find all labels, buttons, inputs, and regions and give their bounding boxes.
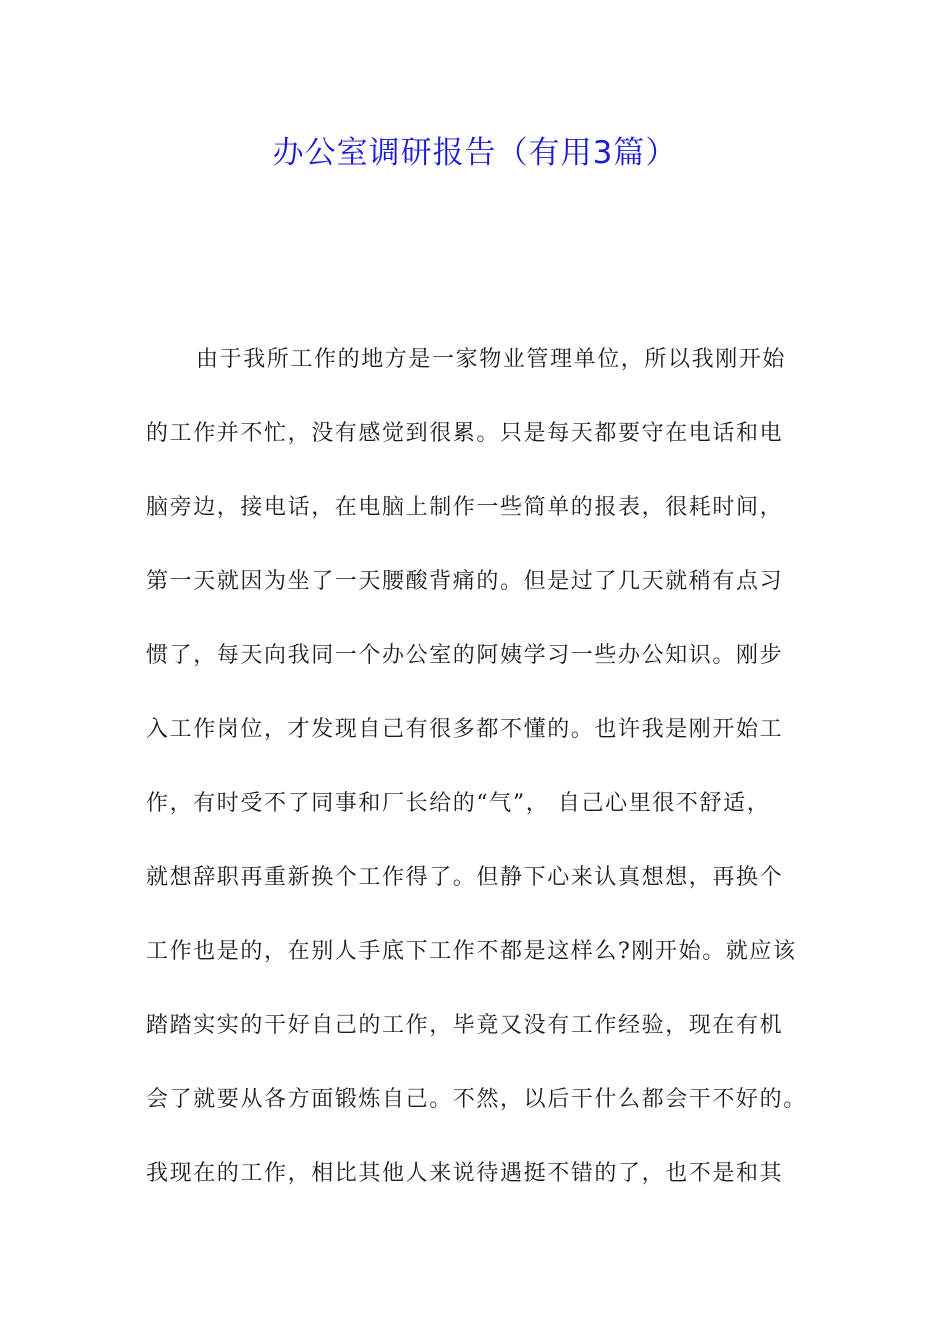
body-line: 的工作并不忙，没有感觉到很累。只是每天都要守在电话和电	[146, 421, 784, 446]
body-line: 入工作岗位，才发现自己有很多都不懂的。也许我是刚开始工	[146, 717, 784, 742]
body-line: 第一天就因为坐了一天腰酸背痛的。但是过了几天就稍有点习	[146, 569, 784, 594]
body-line: 惯了，每天向我同一个办公室的阿姨学习一些办公知识。刚步	[146, 643, 784, 668]
body-line: 作，有时受不了同事和厂长给的“气”， 自己心里很不舒适，	[146, 791, 771, 816]
body-line: 我现在的工作，相比其他人来说待遇挺不错的了，也不是和其	[146, 1161, 784, 1186]
body-line: 由于我所工作的地方是一家物业管理单位，所以我刚开始	[196, 347, 787, 372]
document-title: 办公室调研报告（有用3篇）	[272, 135, 678, 171]
body-line: 就想辞职再重新换个工作得了。但静下心来认真想想，再换个	[146, 865, 784, 890]
body-line: 会了就要从各方面锻炼自己。不然，以后干什么都会干不好的。	[146, 1087, 807, 1112]
body-paragraph	[146, 336, 826, 1224]
body-line: 脑旁边，接电话，在电脑上制作一些简单的报表，很耗时间，	[146, 495, 784, 520]
body-line: 踏踏实实的干好自己的工作，毕竟又没有工作经验，现在有机	[146, 1013, 784, 1038]
body-line: 工作也是的，在别人手底下工作不都是这样么?刚开始。就应该	[146, 939, 797, 964]
